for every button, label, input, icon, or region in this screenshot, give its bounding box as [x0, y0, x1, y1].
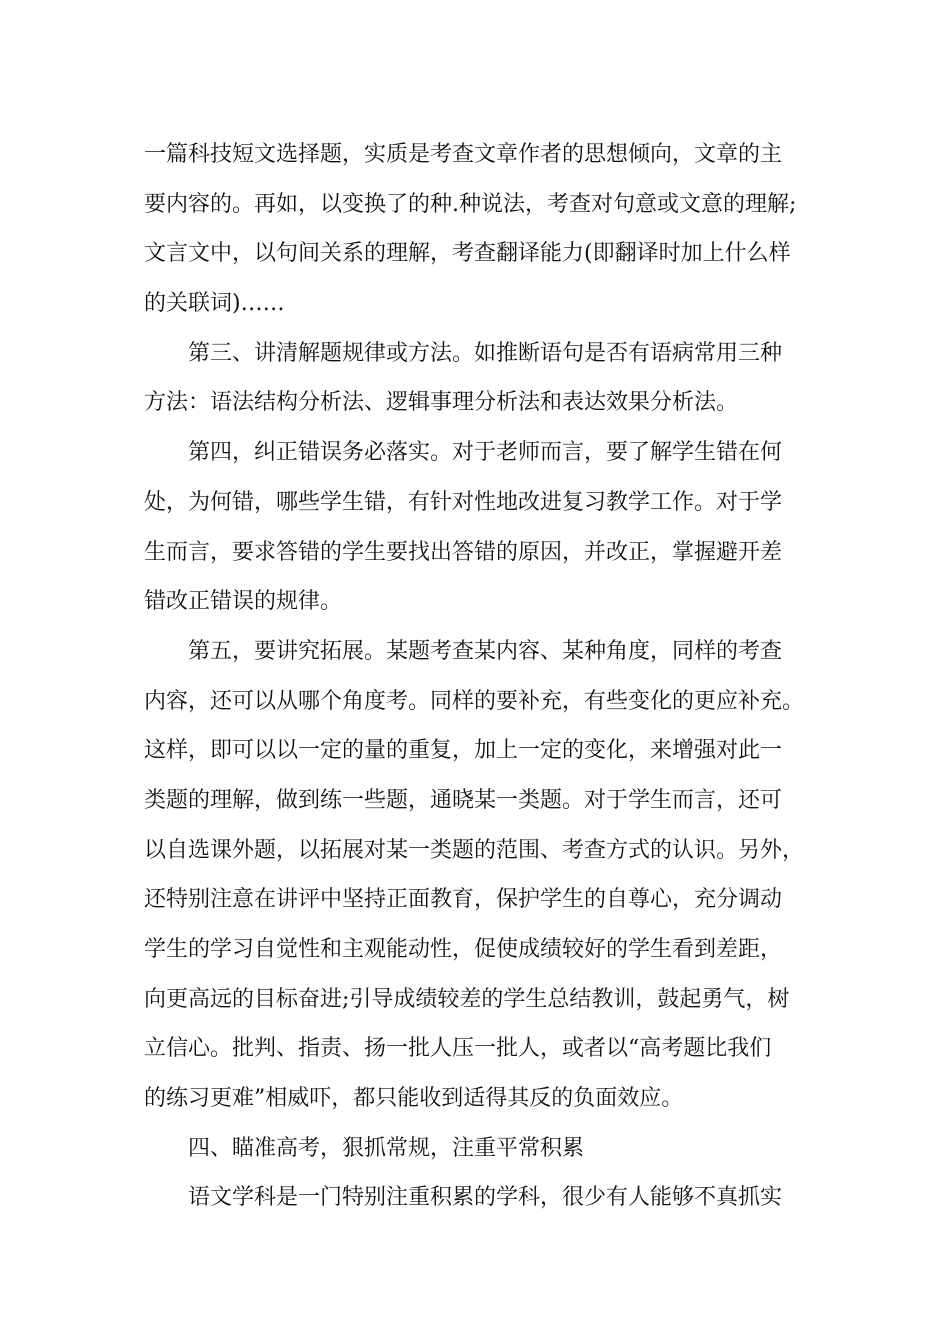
- text-line: 的关联词)……: [144, 291, 285, 317]
- text-line: 方法：语法结构分析法、逻辑事理分析法和表达效果分析法。: [144, 390, 739, 416]
- text-line: 还特别注意在讲评中坚持正面教育，保护学生的自尊心，充分调动: [144, 887, 783, 913]
- text-line: 错改正错误的规律。: [144, 589, 343, 615]
- text-line: 向更高远的目标奋进;引导成绩较差的学生总结教训，鼓起勇气，树: [144, 986, 790, 1012]
- text-line: 内容，还可以从哪个角度考。同样的要补充，有些变化的更应补充。: [144, 688, 805, 714]
- text-line: 语文学科是一门特别注重积累的学科，很少有人能够不真抓实: [144, 1185, 783, 1211]
- text-line: 第四，纠正错误务必落实。对于老师而言，要了解学生错在何: [144, 440, 783, 466]
- text-line: 第三、讲清解题规律或方法。如推断语句是否有语病常用三种: [144, 340, 783, 366]
- section-heading: 四、瞄准高考，狠抓常规，注重平常积累: [144, 1135, 585, 1161]
- text-line: 第五，要讲究拓展。某题考查某内容、某种角度，同样的考查: [144, 638, 783, 664]
- text-line: 文言文中，以句间关系的理解，考查翻译能力(即翻译时加上什么样: [144, 241, 791, 267]
- text-line: 处，为何错，哪些学生错，有针对性地改进复习教学工作。对于学: [144, 489, 783, 515]
- text-line: 要内容的。再如，以变换了的种.种说法，考查对句意或文意的理解;: [144, 191, 797, 217]
- text-line: 立信心。批判、指责、扬一批人压一批人，或者以“高考题比我们: [144, 1036, 772, 1062]
- text-line: 的练习更难”相威吓，都只能收到适得其反的负面效应。: [144, 1086, 684, 1112]
- text-line: 这样，即可以以一定的量的重复，加上一定的变化，来增强对此一: [144, 738, 783, 764]
- text-line: 学生的学习自觉性和主观能动性，促使成绩较好的学生看到差距，: [144, 937, 783, 962]
- text-line: 类题的理解，做到练一些题，通晓某一类题。对于学生而言，还可: [144, 787, 783, 813]
- text-line: 生而言，要求答错的学生要找出答错的原因，并改正，掌握避开差: [144, 539, 783, 565]
- body-text: [144, 130, 814, 1223]
- text-line: 以自选课外题，以拓展对某一类题的范围、考查方式的认识。另外，: [144, 837, 805, 863]
- text-line: 一篇科技短文选择题，实质是考查文章作者的思想倾向，文章的主: [144, 142, 783, 167]
